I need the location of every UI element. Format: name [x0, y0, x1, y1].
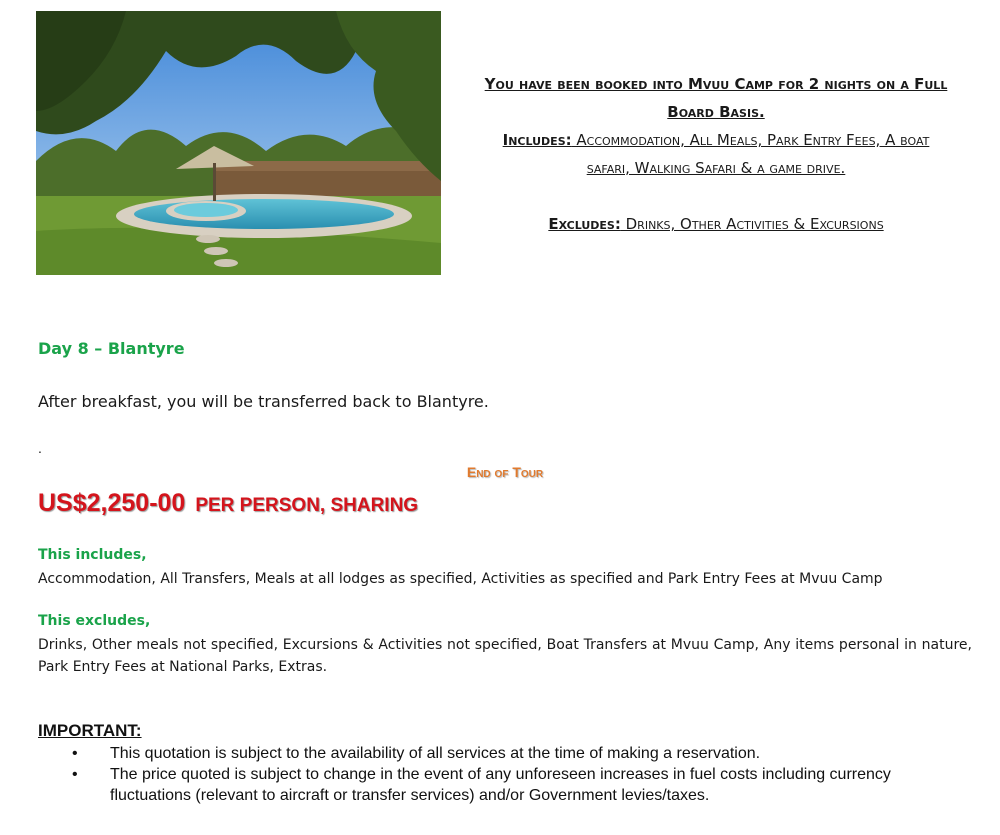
includes-label: This includes, [38, 547, 147, 563]
price-basis: PER PERSON, SHARING [195, 495, 419, 516]
bullet: • [72, 766, 78, 783]
excludes-text: Drinks, Other meals not specified, Excursions & Activities not specified, Boat Transfers at Mvuu Camp, Any items personal in nature, Park Entry Fees at National Parks, Extras. [38, 637, 972, 675]
includes-text: Accommodation, All Transfers, Meals at all lodges as specified, Activities as specified and Park Entry Fees at Mvuu Camp [38, 571, 883, 587]
list-item [38, 743, 938, 764]
camp-note-line1: You have been booked into Mvuu Camp for 2 nights on a Full [484, 75, 948, 93]
camp-includes-cont: safari, Walking Safari & a game drive. [586, 159, 846, 177]
excludes-label: This excludes, [38, 613, 151, 629]
end-of-tour: End of Tour [466, 464, 544, 480]
camp-note-line2: Board Basis. [667, 103, 765, 121]
price-amount: US$2,250-00 [38, 489, 186, 517]
day-title: Day 8 – Blantyre [38, 339, 185, 358]
camp-excludes-text: Drinks, Other Activities & Excursions [620, 215, 884, 233]
pool-photo [36, 11, 441, 275]
camp-excludes [466, 210, 966, 238]
camp-includes [466, 126, 966, 154]
important-title: IMPORTANT: [38, 721, 142, 740]
important-list [38, 743, 938, 806]
list-item [38, 764, 938, 806]
separator-dot: . [38, 440, 42, 456]
camp-includes-label: Includes: [502, 131, 572, 149]
camp-excludes-label: Excludes: [548, 215, 621, 233]
bullet: • [72, 745, 78, 762]
important-item-2: The price quoted is subject to change in the event of any unforeseen increases in fuel costs including currency fluctuations (relevant to aircraft or transfer services) and/or Government levies/taxes. [110, 766, 891, 804]
camp-includes-text1: Accommodation, All Meals, Park Entry Fees, A boat [571, 131, 930, 149]
price-line [38, 489, 418, 518]
day-description: After breakfast, you will be transferred back to Blantyre. [38, 392, 489, 411]
camp-booking-note [466, 70, 966, 238]
important-item-1: This quotation is subject to the availability of all services at the time of making a reservation. [110, 745, 761, 762]
pool-photo-illustration [36, 11, 441, 275]
